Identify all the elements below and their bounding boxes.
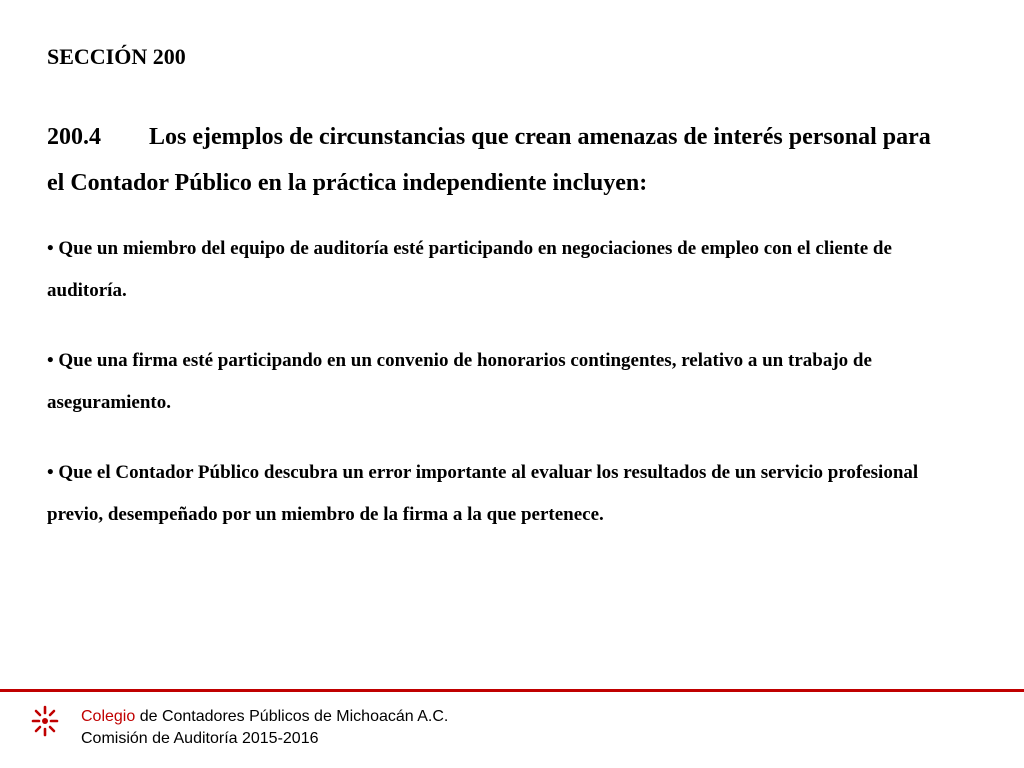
section-title: SECCIÓN 200	[47, 44, 186, 69]
footer-org-highlight: Colegio	[81, 708, 136, 725]
footer-org-name: de Contadores Públicos de Michoacán A.C.	[135, 708, 449, 725]
bullet-item: • Que un miembro del equipo de auditoría esté participando en negociaciones de empleo con el cliente de auditoría.	[47, 238, 892, 301]
footer-line-2: Comisión de Auditoría 2015-2016	[81, 730, 319, 747]
footer-text	[81, 706, 448, 750]
intro-text: Los ejemplos de circunstancias que crean amenazas de interés personal para el Contador Público en la práctica independiente incluyen:	[47, 124, 931, 196]
intro-number: 200.4	[47, 124, 101, 150]
bullet-item: • Que el Contador Público descubra un error importante al evaluar los resultados de un servicio profesional previo, desempeñado por un miembro de la firma a la que pertenece.	[47, 462, 919, 525]
starburst-logo-icon	[30, 703, 60, 739]
footer-line-1	[81, 706, 448, 728]
bullet-item: • Que una firma esté participando en un convenio de honorarios contingentes, relativo a un trabajo de aseguramiento.	[47, 350, 872, 413]
footer-divider	[0, 689, 1024, 692]
intro-paragraph	[47, 114, 952, 206]
